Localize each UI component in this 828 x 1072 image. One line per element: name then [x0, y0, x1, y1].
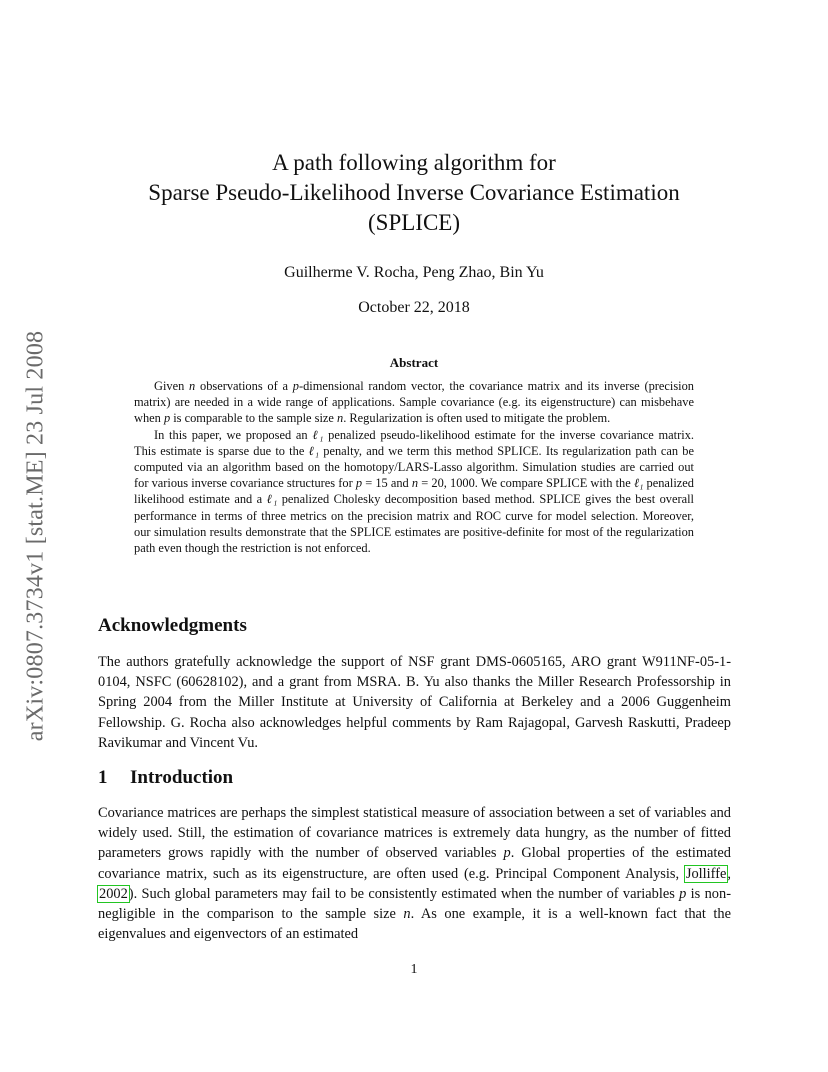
math-p: p	[355, 476, 363, 491]
text-run: penalized pseudo-likelihood estimate for the inverse covariance matrix. This estimate is sparse due to the	[134, 427, 694, 458]
text-run: Given	[154, 379, 190, 393]
math-n: n	[403, 906, 411, 923]
math-p: p	[503, 845, 511, 862]
math-l1: ℓ₁	[633, 476, 644, 491]
math-p: p	[679, 885, 687, 902]
introduction-paragraph	[98, 803, 731, 944]
text-run: = 15 and	[362, 476, 412, 491]
author-list: Guilherme V. Rocha, Peng Zhao, Bin Yu	[284, 264, 544, 281]
abstract-paragraph-2	[134, 427, 694, 557]
acknowledgments-body	[98, 652, 731, 753]
abstract-body	[134, 378, 694, 556]
math-l1: ℓ₁	[308, 443, 320, 458]
acknowledgments-heading: Acknowledgments	[98, 615, 247, 636]
text-run: is non-negligible in the comparison to the sample size	[98, 885, 731, 923]
citation-link-author[interactable]: Jolliffe	[685, 865, 727, 882]
text-run: penalty, and we term this method SPLICE. Its regularization path can be computed via an algorithm based on the homotopy/LARS-Lasso algorithm. Simulation studies are carried out for various inverse covariance structures for	[134, 443, 694, 491]
math-p: p	[292, 379, 299, 393]
title-line-1: A path following algorithm for	[272, 150, 556, 175]
text-run: . Global properties of the estimated covariance matrix, such as its eigenstructure, are often used (e.g. Principal Component Analysis,	[98, 845, 731, 882]
paper-title	[0, 148, 828, 238]
math-n: n	[337, 411, 344, 426]
section-number: 1	[98, 767, 108, 788]
text-run: . As one example, it is a well-known fact that the eigenvalues and eigenvectors of an estimated	[98, 906, 732, 943]
text-run: is comparable to the sample size	[170, 411, 338, 426]
text-run: Covariance matrices are perhaps the simplest statistical measure of association between a set of variables and widely used. Still, the estimation of covariance matrices is extremely data hungry, as the number of fitted parameters grows rapidly with the number of observed variables	[98, 805, 731, 862]
math-l1: ℓ₁	[266, 492, 278, 507]
title-line-3: (SPLICE)	[368, 210, 460, 235]
page-number: 1	[410, 962, 418, 977]
section-heading-introduction	[98, 767, 233, 789]
citation-link-year[interactable]: 2002	[99, 885, 128, 902]
text-run: penalized Cholesky decomposition based method. SPLICE gives the best overall performance in terms of three metrics on the precision matrix and ROC curve for model selection. Moreover, our simulation results demonstrate that the SPLICE estimates are positive-definite for most of the regularization path even though the restriction is not enforced.	[134, 492, 694, 556]
abstract-paragraph-1	[134, 378, 694, 427]
title-line-2: Sparse Pseudo-Likelihood Inverse Covariance Estimation	[148, 180, 680, 205]
math-n: n	[411, 476, 419, 491]
text-run: -dimensional random vector, the covariance matrix and its inverse (precision matrix) are needed in a wide range of applications. Sample covariance (e.g. its eigenstructure) can misbehave when	[134, 379, 694, 426]
acknowledgments-paragraph: The authors gratefully acknowledge the support of NSF grant DMS-0605165, ARO grant W911NF-05-1-0104, NSFC (60628102), and a grant from MSRA. B. Yu also thanks the Miller Research Professorship in Spring 2004 from the Miller Institute at University of California at Berkeley and a 2006 Guggenheim Fellowship. G. Rocha also acknowledges helpful comments by Ram Rajagopal, Garvesh Raskutti, Pradeep Ravikumar and Vincent Vu.	[98, 654, 731, 751]
text-run: ). Such global parameters may fail to be consistently estimated when the number of variables	[128, 885, 680, 902]
text-run: . Regularization is often used to mitigate the problem.	[343, 411, 611, 426]
math-n: n	[189, 379, 196, 393]
section-title: Introduction	[130, 767, 234, 788]
text-run: ,	[727, 865, 731, 882]
publication-date: October 22, 2018	[358, 299, 470, 316]
text-run: In this paper, we proposed an	[154, 427, 313, 442]
math-l1: ℓ₁	[312, 427, 324, 442]
text-run: = 20, 1000. We compare SPLICE with the	[418, 476, 634, 491]
text-run: penalized likelihood estimate and a	[134, 476, 695, 507]
arxiv-identifier-stamp: arXiv:0807.3734v1 [stat.ME] 23 Jul 2008	[22, 330, 49, 742]
text-run: observations of a	[195, 379, 293, 393]
abstract-heading: Abstract	[389, 355, 439, 370]
introduction-body	[98, 803, 731, 944]
math-p: p	[163, 411, 171, 426]
